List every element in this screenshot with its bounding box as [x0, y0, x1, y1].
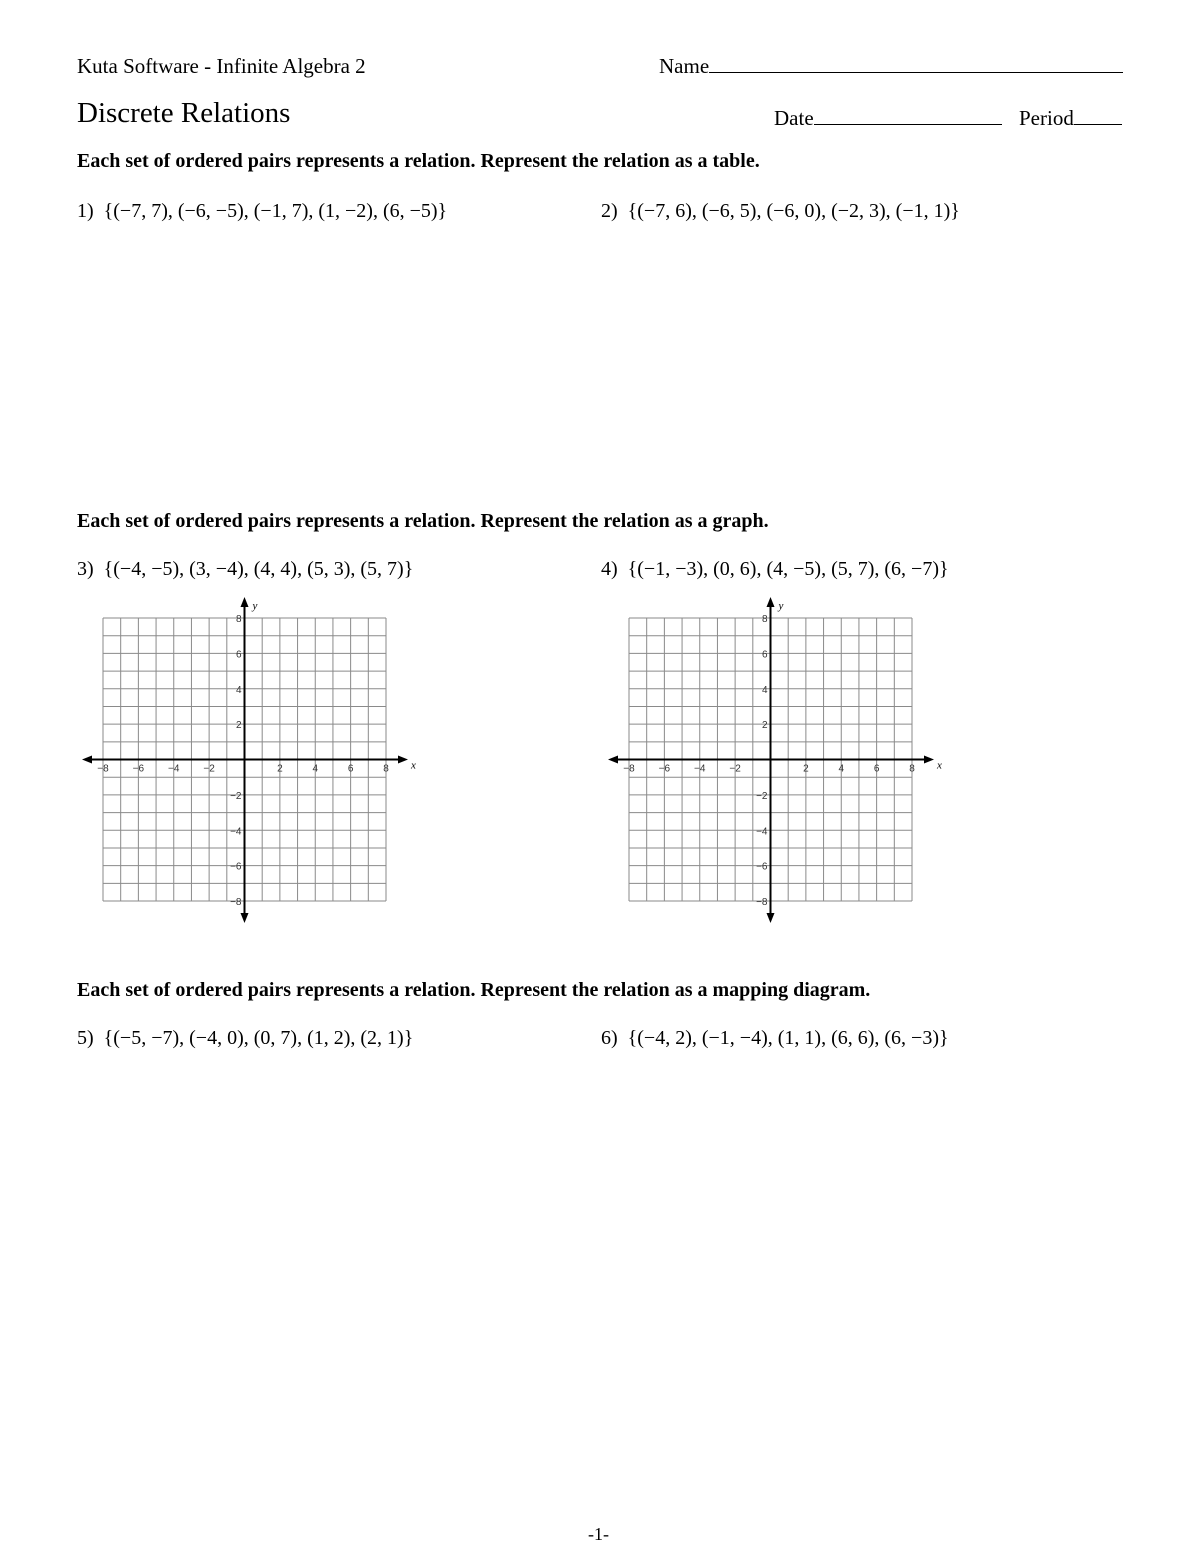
problem-2 [601, 200, 960, 223]
x-axis-label: x [411, 759, 416, 772]
name-label: Name [659, 54, 710, 78]
date-label: Date [774, 106, 814, 130]
x-tick-label: −6 [132, 763, 145, 775]
coordinate-grid-problem-3[interactable] [80, 595, 416, 925]
x-tick-label: −4 [168, 763, 180, 775]
x-axis-arrow-right [924, 756, 934, 764]
date-blank[interactable] [814, 123, 1002, 125]
problem-6 [601, 1027, 949, 1050]
y-axis-arrow-up [767, 597, 775, 607]
x-axis-arrow-right [398, 756, 408, 764]
y-tick-label: 6 [761, 649, 768, 661]
y-tick-label: 2 [761, 720, 768, 732]
x-tick-label: 8 [909, 763, 915, 775]
name-blank[interactable] [709, 71, 1123, 73]
y-tick-label: −2 [756, 790, 768, 802]
page-title: Discrete Relations [77, 97, 291, 129]
y-tick-label: 4 [761, 684, 768, 696]
x-tick-label: 6 [873, 763, 880, 775]
problem-number: 4) [601, 558, 618, 580]
y-tick-label: −6 [756, 861, 768, 873]
x-tick-label: 2 [277, 763, 283, 775]
date-field[interactable] [774, 106, 1002, 131]
x-tick-label: 4 [312, 763, 319, 775]
problem-5 [77, 1027, 413, 1050]
ordered-pairs: {(−5, −7), (−4, 0), (0, 7), (1, 2), (2, 1)} [103, 1027, 414, 1049]
page-number: -1- [588, 1524, 609, 1544]
x-tick-label: −4 [694, 763, 706, 775]
problem-number: 2) [601, 200, 618, 222]
software-title: Kuta Software - Infinite Algebra 2 [77, 54, 366, 78]
x-axis-label: x [937, 759, 942, 772]
section-instruction-table: Each set of ordered pairs represents a relation. Represent the relation as a table. [77, 150, 760, 172]
ordered-pairs: {(−7, 6), (−6, 5), (−6, 0), (−2, 3), (−1, 1)} [627, 200, 960, 222]
y-axis-arrow-up [241, 597, 249, 607]
x-tick-label: 8 [383, 763, 389, 775]
y-tick-label: 8 [761, 614, 768, 625]
y-tick-label: 2 [235, 720, 242, 732]
ordered-pairs: {(−4, 2), (−1, −4), (1, 1), (6, 6), (6, −3)} [627, 1027, 949, 1049]
period-blank[interactable] [1074, 123, 1122, 125]
coordinate-grid-problem-4[interactable] [606, 595, 942, 925]
period-label: Period [1019, 106, 1074, 130]
ordered-pairs: {(−1, −3), (0, 6), (4, −5), (5, 7), (6, −7)} [627, 558, 949, 580]
period-field[interactable] [1019, 106, 1122, 131]
problem-3 [77, 558, 413, 581]
problem-number: 1) [77, 200, 94, 222]
problem-number: 3) [77, 558, 94, 580]
y-tick-label: 8 [235, 614, 242, 625]
y-tick-label: 6 [235, 649, 242, 661]
y-axis-arrow-down [241, 913, 249, 923]
x-tick-label: −8 [623, 763, 635, 775]
section-instruction-mapping: Each set of ordered pairs represents a relation. Represent the relation as a mapping diagram. [77, 979, 871, 1001]
name-field[interactable] [659, 54, 1123, 79]
y-tick-label: 4 [235, 684, 242, 696]
y-axis-label: y [778, 600, 784, 612]
problem-4 [601, 558, 949, 581]
y-axis-label: y [252, 600, 258, 612]
y-axis-arrow-down [767, 913, 775, 923]
x-axis-arrow-left [608, 756, 618, 764]
ordered-pairs: {(−7, 7), (−6, −5), (−1, 7), (1, −2), (6, −5)} [103, 200, 448, 222]
x-tick-label: 2 [803, 763, 809, 775]
x-tick-label: −2 [203, 763, 215, 775]
x-tick-label: −8 [97, 763, 109, 775]
problem-1 [77, 200, 447, 223]
problem-number: 5) [77, 1027, 94, 1049]
y-tick-label: −4 [756, 826, 768, 838]
y-tick-label: −2 [230, 790, 242, 802]
x-tick-label: 6 [347, 763, 354, 775]
y-tick-label: −8 [756, 897, 768, 908]
ordered-pairs: {(−4, −5), (3, −4), (4, 4), (5, 3), (5, 7)} [103, 558, 414, 580]
x-tick-label: −6 [658, 763, 671, 775]
y-tick-label: −4 [230, 826, 242, 838]
x-axis-arrow-left [82, 756, 92, 764]
y-tick-label: −8 [230, 897, 242, 908]
x-tick-label: 4 [838, 763, 845, 775]
problem-number: 6) [601, 1027, 618, 1049]
section-instruction-graph: Each set of ordered pairs represents a relation. Represent the relation as a graph. [77, 510, 769, 532]
y-tick-label: −6 [230, 861, 242, 873]
x-tick-label: −2 [729, 763, 741, 775]
